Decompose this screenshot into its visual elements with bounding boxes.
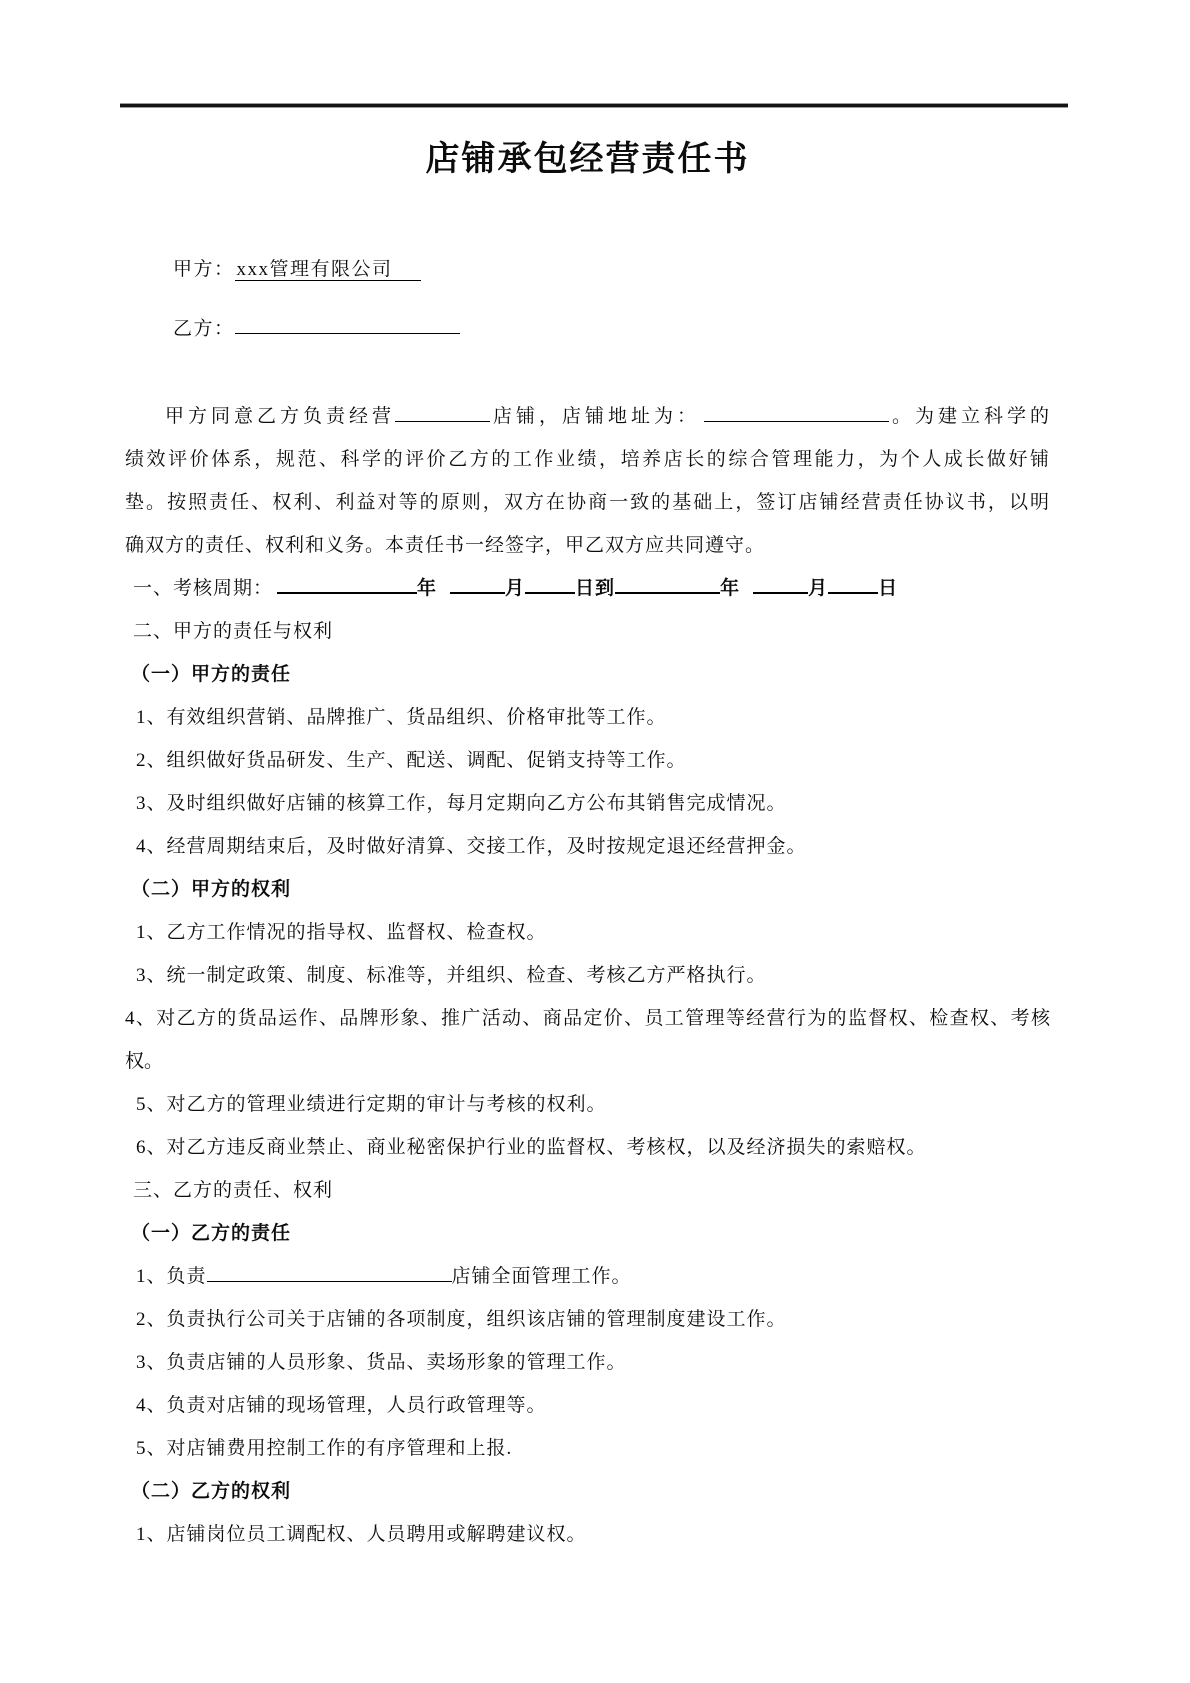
month-start-label: 月 [505,578,526,600]
item-pre-text: 1、负责 [136,1266,207,1288]
intro-line-1 [125,395,1050,438]
intro-line-4: 确双方的责任、权利和义务。本责任书一经签字，甲乙双方应共同遵守。 [125,535,766,557]
party-b-line [125,314,1050,343]
party-a-line [125,256,1050,284]
shop-address-blank [704,402,889,422]
intro-line-2: 绩效评价体系，规范、科学的评价乙方的工作业绩，培养店长的综合管理能力，为个人成长做好铺 [125,449,1050,471]
intro-text-1c: 。为建立科学的 [888,406,1050,428]
section-3-1-heading: （一）乙方的责任 [131,1223,292,1245]
period-line [125,567,1050,610]
party-b-label: 乙方： [173,318,235,340]
year-start-blank [277,573,417,594]
day-end-label: 日 [878,578,899,600]
list-item: 3、及时组织做好店铺的核算工作，每月定期向乙方公布其销售完成情况。 [136,793,787,815]
list-item: 6、对乙方违反商业禁止、商业秘密保护行业的监督权、考核权，以及经济损失的索赔权。 [136,1137,927,1159]
year-end-blank [615,573,720,594]
party-b-blank [235,314,460,334]
list-item: 5、对店铺费用控制工作的有序管理和上报. [136,1438,513,1460]
year-start-label: 年 [417,578,438,600]
day-start-label: 日到 [575,578,616,600]
intro-text-1b: 店铺，店铺地址为： [489,406,700,428]
list-item: 2、组织做好货品研发、生产、配送、调配、促销支持等工作。 [136,750,687,772]
intro-text-1a: 甲方同意乙方负责经营 [165,406,395,428]
list-item: 5、对乙方的管理业绩进行定期的审计与考核的权利。 [136,1094,607,1116]
list-item: 1、店铺岗位员工调配权、人员聘用或解聘建议权。 [136,1524,587,1546]
section-3-2-heading: （二）乙方的权利 [131,1481,292,1503]
intro-line-3: 垫。按照责任、权利、利益对等的原则，双方在协商一致的基础上，签订店铺经营责任协议书，以明 [125,492,1050,514]
list-item: 2、负责执行公司关于店铺的各项制度，组织该店铺的管理制度建设工作。 [136,1309,787,1331]
section-3-title: 三、乙方的责任、权利 [133,1180,334,1202]
list-item: 3、负责店铺的人员形象、货品、卖场形象的管理工作。 [136,1352,627,1374]
document-body [125,395,1050,1556]
day-start-blank [525,573,575,594]
day-end-blank [828,573,878,594]
section-2-2-heading: （二）甲方的权利 [131,879,292,901]
month-end-label: 月 [808,578,829,600]
list-item [125,1255,1050,1298]
section-2-1-heading: （一）甲方的责任 [131,664,292,686]
list-item: 1、有效组织营销、品牌推广、货品组织、价格审批等工作。 [136,707,667,729]
page-title: 店铺承包经营责任书 [425,141,750,178]
shop-name-blank [395,402,490,422]
month-end-blank [753,573,808,594]
header-rule [120,103,1068,108]
month-start-blank [450,573,505,594]
section-2-title: 二、甲方的责任与权利 [133,621,334,643]
list-item-continuation: 权。 [125,1051,164,1073]
year-end-label: 年 [720,578,741,600]
item-post-text: 店铺全面管理工作。 [451,1266,632,1288]
party-a-value: xxx管理有限公司 [235,259,421,281]
list-item: 4、对乙方的货品运作、品牌形象、推广活动、商品定价、员工管理等经营行为的监督权、检查权、考核 [125,1008,1050,1030]
list-item: 4、负责对店铺的现场管理，人员行政管理等。 [136,1395,547,1417]
period-label: 一、考核周期： [133,578,274,600]
list-item: 3、统一制定政策、制度、标准等，并组织、检查、考核乙方严格执行。 [136,965,767,987]
manage-shop-name-blank [207,1262,452,1282]
list-item: 4、经营周期结束后，及时做好清算、交接工作，及时按规定退还经营押金。 [136,836,807,858]
party-a-label: 甲方： [173,259,235,280]
document-content [125,103,1050,1556]
list-item: 1、乙方工作情况的指导权、监督权、检查权。 [136,922,547,944]
